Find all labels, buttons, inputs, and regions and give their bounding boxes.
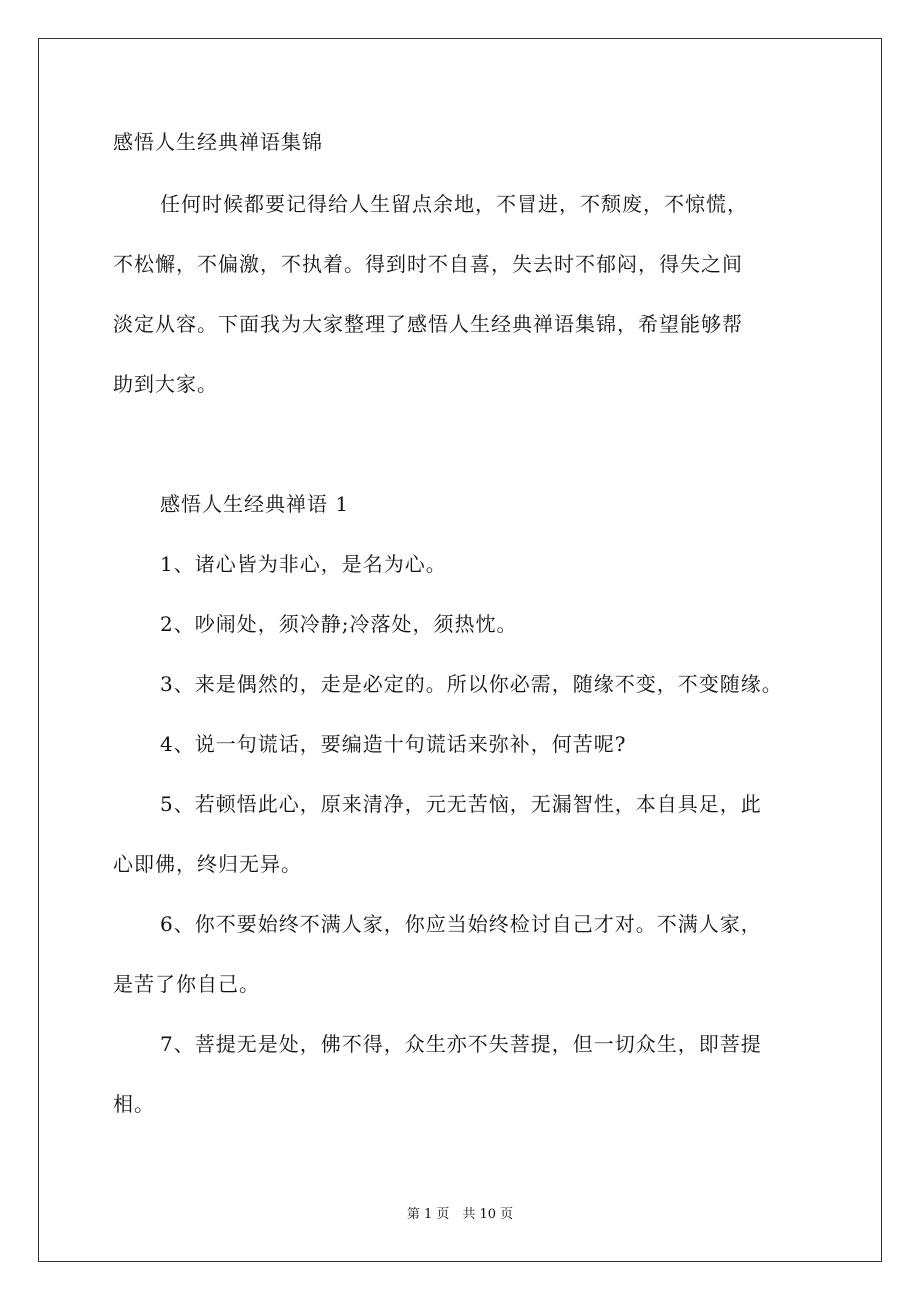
page-footer: 第 1 页 共 10 页 [406,1207,514,1222]
item-7-line-1: 7、菩提无是处，佛不得，众生亦不失菩提，但一切众生，即菩提 [160,1032,762,1056]
intro-line-4: 助到大家。 [113,372,218,396]
item-2-line-1: 2、吵闹处，须冷静;冷落处，须热忱。 [160,612,518,636]
item-6-line-1: 6、你不要始终不满人家，你应当始终检讨自己才对。不满人家， [160,912,762,936]
section-heading: 感悟人生经典禅语 1 [160,492,350,516]
page-border [38,38,882,1262]
item-7-line-2: 相。 [113,1092,155,1116]
item-4-line-1: 4、说一句谎话，要编造十句谎话来弥补，何苦呢? [160,732,627,756]
item-1-line-1: 1、诸心皆为非心，是名为心。 [160,552,447,576]
intro-line-1: 任何时候都要记得给人生留点余地，不冒进，不颓废，不惊慌， [160,192,748,216]
document-title: 感悟人生经典禅语集锦 [113,130,323,154]
item-5-line-1: 5、若顿悟此心，原来清净，元无苦恼，无漏智性，本自具足，此 [160,792,762,816]
item-5-line-2: 心即佛，终归无异。 [113,852,302,876]
item-3-line-1: 3、来是偶然的，走是必定的。所以你必需，随缘不变，不变随缘。 [160,672,783,696]
intro-line-3: 淡定从容。下面我为大家整理了感悟人生经典禅语集锦，希望能够帮 [113,312,743,336]
item-6-line-2: 是苦了你自己。 [113,972,260,996]
intro-line-2: 不松懈，不偏激，不执着。得到时不自喜，失去时不郁闷，得失之间 [113,252,743,276]
